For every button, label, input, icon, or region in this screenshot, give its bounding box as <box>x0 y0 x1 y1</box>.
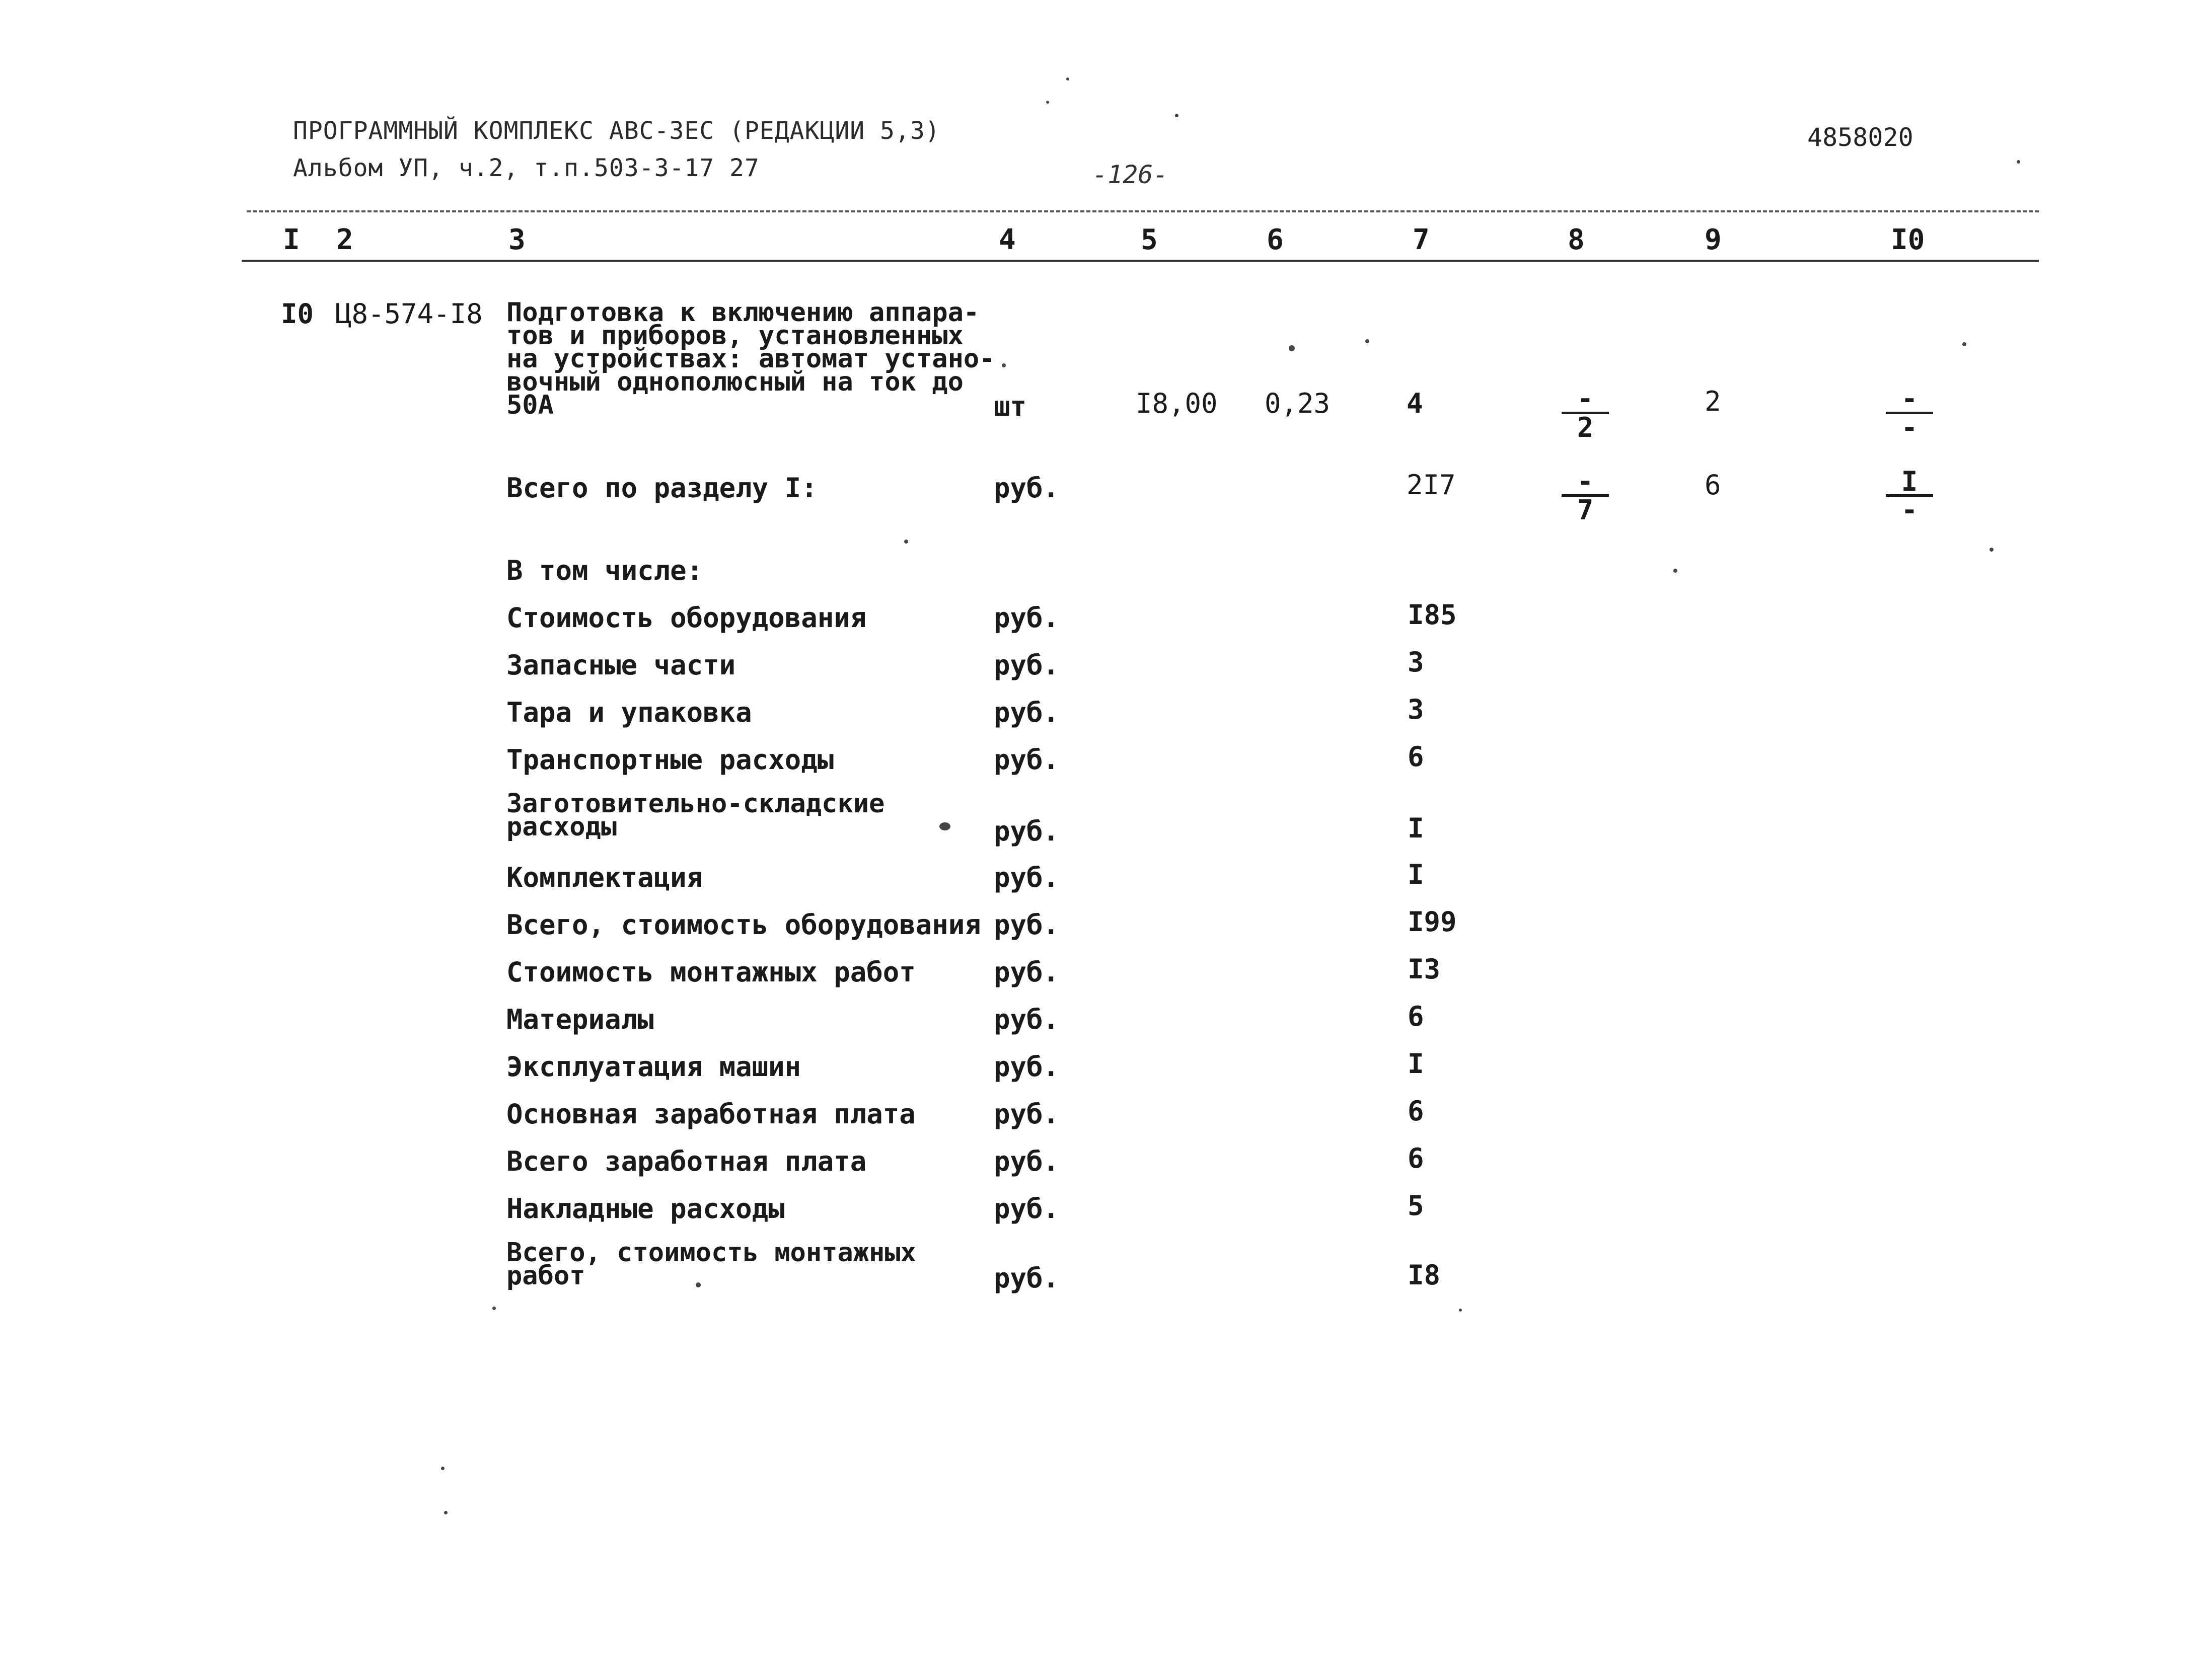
section-total-col10-fraction <box>1886 466 1933 526</box>
breakdown-label: Эксплуатация машин <box>506 1051 801 1083</box>
item-description-line: 50А <box>506 390 554 420</box>
album-reference: Альбом УП, ч.2, т.п.503-3-17 27 <box>293 154 760 182</box>
item-number: I0 <box>281 298 314 330</box>
item-col9: 2 <box>1705 386 1721 417</box>
item-unit: шт <box>994 391 1027 422</box>
breakdown-unit: руб. <box>994 649 1060 681</box>
breakdown-label-line: работ <box>506 1261 585 1291</box>
breakdown-label: Стоимость монтажных работ <box>506 956 916 988</box>
item-description-line: вочный однополюсный на ток до <box>506 367 964 397</box>
column-header-5: 5 <box>1141 223 1158 256</box>
item-description-line: на устройствах: автомат устано- <box>506 344 995 374</box>
item-col8-fraction <box>1562 383 1609 443</box>
breakdown-unit: руб. <box>994 1098 1060 1130</box>
scan-speck <box>1175 114 1178 117</box>
column-header-10: I0 <box>1891 223 1925 256</box>
breakdown-value: 3 <box>1408 694 1424 725</box>
scan-speck <box>1365 339 1369 343</box>
breakdown-unit: руб. <box>994 697 1060 728</box>
item-col10-fraction <box>1886 383 1933 443</box>
breakdown-unit: руб. <box>994 815 1060 847</box>
breakdown-unit: руб. <box>994 862 1060 893</box>
fraction-denominator: - <box>1901 412 1918 443</box>
breakdown-value: 6 <box>1408 1001 1424 1032</box>
item-description-line: Подготовка к включению аппара- <box>506 297 980 328</box>
including-label: В том числе: <box>506 555 703 586</box>
breakdown-value: I <box>1408 812 1424 844</box>
breakdown-label-line: расходы <box>506 812 617 842</box>
breakdown-label <box>506 789 885 842</box>
header-bottom-rule <box>242 260 2039 262</box>
breakdown-label: Стоимость оборудования <box>506 602 867 634</box>
column-header-2: 2 <box>336 223 353 256</box>
breakdown-label: Тара и упаковка <box>506 697 752 728</box>
column-header-4: 4 <box>999 223 1016 256</box>
column-header-6: 6 <box>1267 223 1284 256</box>
breakdown-unit: руб. <box>994 1262 1060 1294</box>
page-number: -126- <box>1092 160 1168 189</box>
breakdown-label: Комплектация <box>506 862 703 893</box>
breakdown-value: I <box>1408 859 1424 890</box>
breakdown-label-line: Заготовительно-складские <box>506 789 885 819</box>
scan-speck <box>492 1307 496 1310</box>
scan-speck <box>2017 160 2020 164</box>
fraction-numerator: - <box>1577 383 1594 415</box>
breakdown-unit: руб. <box>994 1004 1060 1035</box>
breakdown-unit: руб. <box>994 744 1060 776</box>
breakdown-value: 6 <box>1408 1095 1424 1127</box>
breakdown-label: Накладные расходы <box>506 1193 785 1225</box>
fraction-numerator: - <box>1901 383 1918 415</box>
item-description-line: тов и приборов, установленных <box>506 321 964 351</box>
header-top-rule <box>247 210 2039 212</box>
section-total-value: 2I7 <box>1407 469 1456 501</box>
breakdown-label: Запасные части <box>506 649 736 681</box>
scan-speck <box>1289 345 1295 351</box>
breakdown-value: I99 <box>1408 906 1457 938</box>
column-header-3: 3 <box>508 223 526 256</box>
item-price: 0,23 <box>1265 388 1331 419</box>
scan-speck <box>1989 548 1994 552</box>
item-description <box>506 297 995 420</box>
column-header-8: 8 <box>1568 223 1585 256</box>
program-title: ПРОГРАММНЫЙ КОМПЛЕКС АВС-ЗЕС (РЕДАКЦИИ 5,3) <box>293 117 940 145</box>
breakdown-unit: руб. <box>994 956 1060 988</box>
scan-speck <box>1459 1309 1462 1312</box>
scan-speck <box>939 822 950 830</box>
breakdown-value: 6 <box>1408 1142 1424 1174</box>
breakdown-unit: руб. <box>994 1146 1060 1177</box>
column-header-7: 7 <box>1413 223 1430 256</box>
breakdown-label <box>506 1238 916 1291</box>
section-total-unit: руб. <box>994 472 1060 504</box>
scan-speck <box>1002 363 1006 367</box>
breakdown-label: Всего заработная плата <box>506 1146 867 1177</box>
section-total-col9: 6 <box>1705 469 1721 501</box>
fraction-denominator: 7 <box>1577 494 1594 526</box>
breakdown-label: Всего, стоимость оборудования <box>506 909 981 941</box>
column-header-1: I <box>283 223 300 256</box>
item-code: Ц8-574-I8 <box>335 298 483 330</box>
breakdown-unit: руб. <box>994 909 1060 941</box>
breakdown-value: 5 <box>1408 1190 1424 1221</box>
column-header-9: 9 <box>1705 223 1722 256</box>
breakdown-unit: руб. <box>994 1193 1060 1225</box>
scan-speck <box>441 1467 445 1470</box>
section-total-col8-fraction <box>1562 466 1609 526</box>
scan-speck <box>1066 78 1069 81</box>
breakdown-value: I8 <box>1408 1259 1441 1291</box>
fraction-numerator: - <box>1577 466 1594 497</box>
fraction-numerator: I <box>1901 466 1918 497</box>
fraction-denominator: - <box>1901 494 1918 526</box>
breakdown-value: 3 <box>1408 646 1424 678</box>
breakdown-label: Транспортные расходы <box>506 744 834 776</box>
section-total-label: Всего по разделу I: <box>506 472 818 504</box>
breakdown-unit: руб. <box>994 602 1060 634</box>
scan-speck <box>1673 569 1677 573</box>
scan-speck <box>696 1282 701 1287</box>
breakdown-value: 6 <box>1408 741 1424 773</box>
item-quantity: I8,00 <box>1136 388 1218 419</box>
breakdown-value: I3 <box>1408 953 1441 985</box>
breakdown-value: I85 <box>1408 599 1457 631</box>
item-total: 4 <box>1407 388 1423 419</box>
scan-speck <box>1962 342 1966 346</box>
scan-speck <box>904 540 908 544</box>
breakdown-value: I <box>1408 1048 1424 1080</box>
breakdown-label: Материалы <box>506 1004 654 1035</box>
scan-speck <box>1046 101 1049 104</box>
breakdown-label: Основная заработная плата <box>506 1098 916 1130</box>
breakdown-label-line: Всего, стоимость монтажных <box>506 1238 916 1268</box>
fraction-denominator: 2 <box>1577 412 1594 443</box>
breakdown-unit: руб. <box>994 1051 1060 1083</box>
document-number: 4858020 <box>1807 123 1913 152</box>
scan-speck <box>444 1511 448 1514</box>
